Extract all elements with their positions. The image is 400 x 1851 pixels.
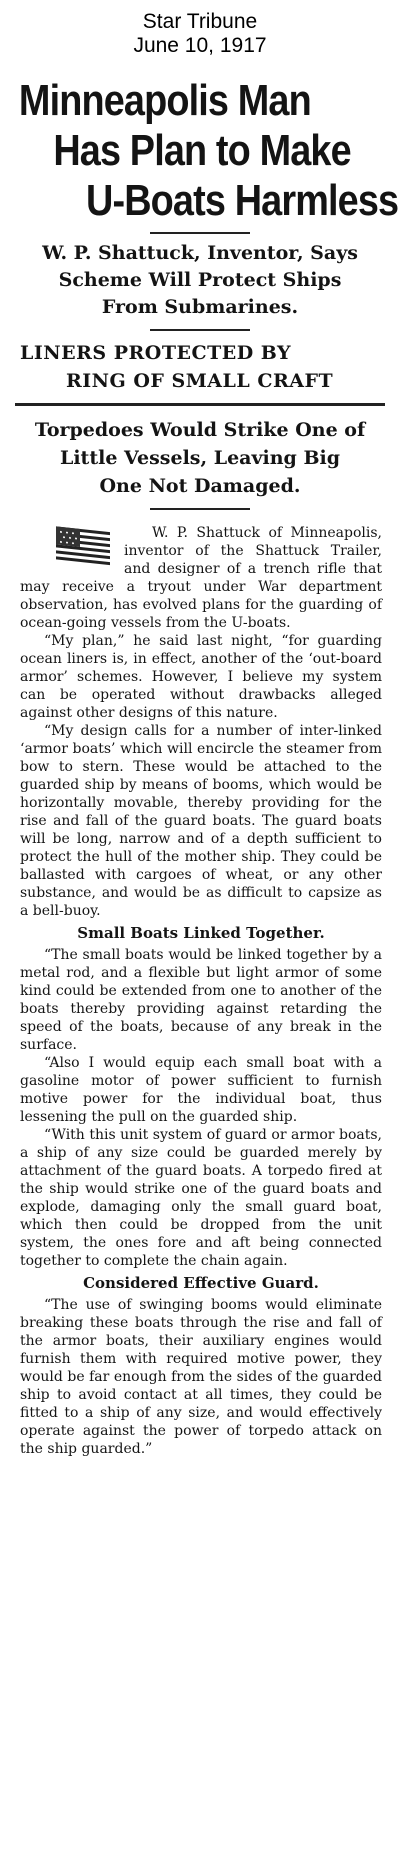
newspaper-name: Star Tribune xyxy=(142,10,258,33)
deck-3-line-1: Torpedoes Would Strike One of xyxy=(34,419,366,441)
paragraph-1-text: W. P. Shattuck of Minneapolis, inventor of the Shattuck Trailer, and designer of a trench rifle that may receive a tryout under War department observation, has evolved plans for the guarding of ocean-going vessels from the U-boats. xyxy=(20,525,382,631)
paragraph-2: “My plan,” he said last night, “for guarding ocean liners is, in effect, another of the ‘out-board armor’ schemes. However, I believe my system can be operated without drawbacks alleged against other designs of this nature. xyxy=(20,633,382,721)
main-headline xyxy=(0,76,399,226)
deck-1 xyxy=(0,240,400,321)
headline-line-2: Has Plan to Make xyxy=(53,126,351,175)
american-flag-icon xyxy=(24,526,114,575)
article-body xyxy=(0,524,400,1458)
paragraph-4: “The small boats would be linked together by a metal rod, and a flexible but light armor of some kind could be extended from one to another of the boats thereby providing against retarding the speed of the boats, because of any break in the surface. xyxy=(20,947,382,1053)
source-caption xyxy=(0,0,400,58)
paragraph-1 xyxy=(20,524,382,632)
deck-3-line-3: One Not Damaged. xyxy=(99,475,301,497)
subhead-effective-guard: Considered Effective Guard. xyxy=(83,1274,319,1292)
paragraph-3: “My design calls for a number of inter-linked ‘armor boats’ which will encircle the steamer from bow to stern. These would be attached to the guarded ship by means of booms, which would be horizontally movable, thereby providing for the rise and fall of the guard boats. The guard boats will be long, narrow and of a depth sufficient to protect the hull of the mother ship. They could be ballasted with cargoes of wheat, or any other substance, and would be as difficult to capsize as a bell-buoy. xyxy=(20,723,382,919)
publication-date: June 10, 1917 xyxy=(133,34,267,57)
deck-1-line-3: From Submarines. xyxy=(101,296,299,318)
paragraph-7: “The use of swinging booms would eliminate breaking these boats through the rise and fall of the armor boats, their auxiliary engines would furnish them with required motive power, they would be far enough from the sides of the guarded ship to avoid contact at all times, they could be fitted to a ship of any size, and would effectively operate against the power of torpedo attack on the ship guarded.” xyxy=(20,1297,382,1457)
deck-2-line-2: RING OF SMALL CRAFT xyxy=(66,370,334,392)
paragraph-5: “Also I would equip each small boat with a gasoline motor of power sufficient to furnish motive power for the individual boat, thus lessening the pull on the guarded ship. xyxy=(20,1055,382,1125)
deck-3-line-2: Little Vessels, Leaving Big xyxy=(59,447,341,469)
headline-line-1: Minneapolis Man xyxy=(18,76,311,125)
deck-1-line-1: W. P. Shattuck, Inventor, Says xyxy=(42,242,358,264)
deck-2 xyxy=(0,339,400,395)
subhead-small-boats: Small Boats Linked Together. xyxy=(77,924,325,942)
paragraph-6: “With this unit system of guard or armor boats, a ship of any size could be guarded merely by attachment of the guard boats. A torpedo fired at the ship would strike one of the guard boats and explode, damaging only the small guard boat, which then could be dropped from the unit system, the ones fore and aft being connected together to complete the chain again. xyxy=(20,1127,382,1269)
headline-line-3: U-Boats Harmless xyxy=(86,176,399,225)
deck-3 xyxy=(0,416,400,500)
deck-2-line-1: LINERS PROTECTED BY xyxy=(20,342,292,364)
deck-1-line-2: Scheme Will Protect Ships xyxy=(58,269,342,291)
